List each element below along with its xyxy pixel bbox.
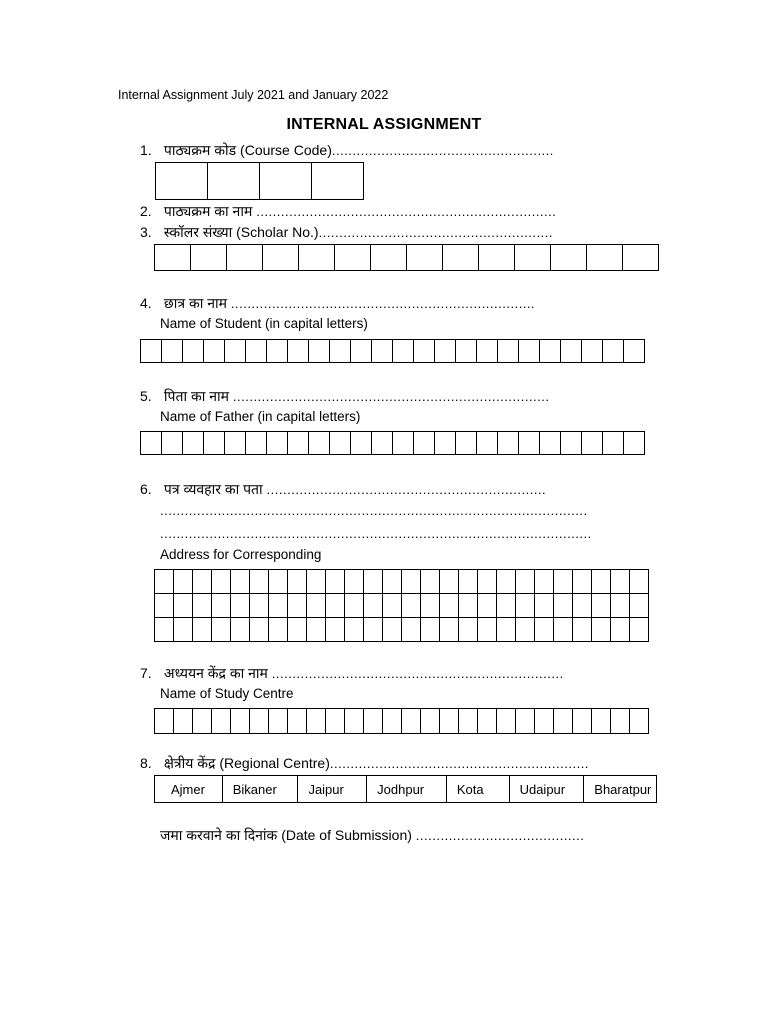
input-box[interactable] [350, 431, 372, 455]
input-box[interactable] [363, 569, 383, 594]
header-line: Internal Assignment July 2021 and January 2022 [118, 88, 389, 102]
input-box[interactable] [518, 339, 540, 363]
input-box[interactable] [610, 617, 630, 642]
input-box[interactable] [249, 569, 269, 594]
input-box[interactable] [154, 593, 174, 618]
input-box[interactable] [610, 708, 630, 734]
input-box[interactable] [392, 339, 414, 363]
dotted-line[interactable]: ......................................... [415, 828, 585, 843]
input-box[interactable] [434, 431, 456, 455]
regional-centre-option-jodhpur[interactable]: Jodhpur [366, 776, 446, 802]
input-box[interactable] [515, 593, 535, 618]
input-box[interactable] [140, 339, 162, 363]
input-box[interactable] [230, 569, 250, 594]
input-box[interactable] [262, 244, 299, 271]
study-centre-sublabel: Name of Study Centre [160, 686, 294, 701]
input-box[interactable] [266, 431, 288, 455]
item-address [140, 480, 546, 499]
input-box[interactable] [553, 569, 573, 594]
input-box[interactable] [496, 569, 516, 594]
father-name-boxes[interactable] [140, 431, 645, 455]
input-box[interactable] [311, 162, 364, 200]
input-box[interactable] [226, 244, 263, 271]
regional-centre-options [154, 775, 657, 803]
input-box[interactable] [259, 162, 312, 200]
father-name-sublabel: Name of Father (in capital letters) [160, 409, 361, 424]
item-study-centre [140, 664, 564, 683]
input-box[interactable] [306, 593, 326, 618]
input-box[interactable] [420, 617, 440, 642]
input-box[interactable] [268, 708, 288, 734]
dotted-line: ............................................................................. [232, 389, 550, 404]
dotted-line: ......................................................... [318, 225, 553, 240]
input-box[interactable] [371, 431, 393, 455]
input-box[interactable] [534, 593, 554, 618]
input-box[interactable] [249, 708, 269, 734]
submission-date [160, 826, 584, 845]
input-box[interactable] [413, 339, 435, 363]
input-box[interactable] [192, 593, 212, 618]
input-box[interactable] [173, 617, 193, 642]
input-box[interactable] [308, 431, 330, 455]
regional-centre-option-bharatpur[interactable]: Bharatpur [583, 776, 656, 802]
input-box[interactable] [518, 431, 540, 455]
input-box[interactable] [192, 708, 212, 734]
input-box[interactable] [350, 339, 372, 363]
input-box[interactable] [182, 431, 204, 455]
input-box[interactable] [155, 162, 208, 200]
student-name-boxes[interactable] [140, 339, 645, 363]
input-box[interactable] [207, 162, 260, 200]
input-box[interactable] [553, 593, 573, 618]
input-box[interactable] [539, 431, 561, 455]
input-box[interactable] [553, 617, 573, 642]
input-box[interactable] [268, 593, 288, 618]
item-course-name [140, 202, 556, 221]
input-box[interactable] [586, 244, 623, 271]
regional-centre-option-udaipur[interactable]: Udaipur [509, 776, 584, 802]
input-box[interactable] [161, 431, 183, 455]
input-box[interactable] [602, 431, 624, 455]
input-box[interactable] [458, 708, 478, 734]
input-box[interactable] [439, 593, 459, 618]
input-box[interactable] [329, 339, 351, 363]
input-box[interactable] [224, 431, 246, 455]
input-box[interactable] [629, 708, 649, 734]
dotted-line: ......................................................................... [256, 204, 557, 219]
regional-centre-option-kota[interactable]: Kota [446, 776, 509, 802]
input-box[interactable] [534, 708, 554, 734]
course-code-boxes[interactable] [155, 162, 364, 200]
item-course-code [140, 141, 554, 160]
input-box[interactable] [344, 569, 364, 594]
input-box[interactable] [382, 617, 402, 642]
input-box[interactable] [211, 593, 231, 618]
input-box[interactable] [245, 431, 267, 455]
input-box[interactable] [325, 569, 345, 594]
input-box[interactable] [173, 708, 193, 734]
input-box[interactable] [344, 617, 364, 642]
input-box[interactable] [572, 617, 592, 642]
input-box[interactable] [401, 593, 421, 618]
input-box[interactable] [203, 431, 225, 455]
input-box[interactable] [515, 617, 535, 642]
input-box[interactable] [602, 339, 624, 363]
input-box[interactable] [268, 569, 288, 594]
input-box[interactable] [203, 339, 225, 363]
input-box[interactable] [325, 593, 345, 618]
address-line-2[interactable]: ........................................................................................................ [160, 503, 588, 518]
input-box[interactable] [245, 339, 267, 363]
input-box[interactable] [370, 244, 407, 271]
input-box[interactable] [173, 569, 193, 594]
input-box[interactable] [455, 431, 477, 455]
input-box[interactable] [477, 617, 497, 642]
input-box[interactable] [420, 708, 440, 734]
input-box[interactable] [230, 593, 250, 618]
item-number: 7. [140, 665, 152, 681]
input-box[interactable] [287, 593, 307, 618]
input-box[interactable] [591, 569, 611, 594]
input-box[interactable] [401, 708, 421, 734]
input-box[interactable] [249, 617, 269, 642]
input-box[interactable] [173, 593, 193, 618]
input-box[interactable] [623, 431, 645, 455]
input-box[interactable] [190, 244, 227, 271]
input-box[interactable] [268, 617, 288, 642]
input-box[interactable] [439, 708, 459, 734]
input-box[interactable] [515, 708, 535, 734]
input-box[interactable] [266, 339, 288, 363]
input-box[interactable] [154, 569, 174, 594]
input-box[interactable] [572, 593, 592, 618]
input-box[interactable] [192, 617, 212, 642]
input-box[interactable] [287, 569, 307, 594]
input-box[interactable] [287, 617, 307, 642]
item-number: 5. [140, 388, 152, 404]
item-number: 8. [140, 755, 152, 771]
input-box[interactable] [420, 569, 440, 594]
address-sublabel: Address for Corresponding [160, 547, 322, 562]
dotted-line: ............................................................... [329, 756, 589, 771]
input-box[interactable] [154, 244, 191, 271]
input-box[interactable] [497, 431, 519, 455]
address-box-row [154, 569, 649, 594]
input-box[interactable] [287, 708, 307, 734]
input-box[interactable] [401, 569, 421, 594]
scholar-no-label: स्कॉलर संख्या (Scholar No.) [163, 224, 319, 240]
input-box[interactable] [476, 431, 498, 455]
input-box[interactable] [560, 339, 582, 363]
input-box[interactable] [363, 708, 383, 734]
input-box[interactable] [581, 339, 603, 363]
input-box[interactable] [363, 617, 383, 642]
input-box[interactable] [572, 708, 592, 734]
input-box[interactable] [306, 617, 326, 642]
input-box[interactable] [211, 569, 231, 594]
study-centre-label: अध्ययन केंद्र का नाम [163, 665, 272, 681]
input-box[interactable] [308, 339, 330, 363]
input-box[interactable] [298, 244, 335, 271]
input-box[interactable] [553, 708, 573, 734]
input-box[interactable] [581, 431, 603, 455]
input-box[interactable] [591, 617, 611, 642]
input-box[interactable] [539, 339, 561, 363]
input-box[interactable] [325, 617, 345, 642]
input-box[interactable] [458, 569, 478, 594]
input-box[interactable] [476, 339, 498, 363]
study-centre-boxes[interactable] [154, 708, 649, 734]
input-box[interactable] [477, 708, 497, 734]
input-box[interactable] [442, 244, 479, 271]
item-scholar-no [140, 223, 553, 242]
item-regional-centre [140, 754, 589, 773]
input-box[interactable] [534, 617, 554, 642]
item-number: 2. [140, 203, 152, 219]
input-box[interactable] [154, 617, 174, 642]
input-box[interactable] [325, 708, 345, 734]
regional-centre-option-jaipur[interactable]: Jaipur [297, 776, 366, 802]
input-box[interactable] [515, 569, 535, 594]
scholar-no-boxes[interactable] [154, 244, 659, 271]
input-box[interactable] [622, 244, 659, 271]
input-box[interactable] [496, 593, 516, 618]
input-box[interactable] [382, 708, 402, 734]
student-name-sublabel: Name of Student (in capital letters) [160, 316, 368, 331]
input-box[interactable] [371, 339, 393, 363]
input-box[interactable] [458, 617, 478, 642]
input-box[interactable] [224, 339, 246, 363]
input-box[interactable] [306, 708, 326, 734]
input-box[interactable] [439, 617, 459, 642]
input-box[interactable] [478, 244, 515, 271]
regional-centre-option-bikaner[interactable]: Bikaner [222, 776, 298, 802]
item-number: 6. [140, 481, 152, 497]
course-code-label: पाठ्यक्रम कोड (Course Code) [163, 142, 332, 158]
input-box[interactable] [497, 339, 519, 363]
input-box[interactable] [406, 244, 443, 271]
input-box[interactable] [560, 431, 582, 455]
input-box[interactable] [287, 339, 309, 363]
input-box[interactable] [230, 708, 250, 734]
address-box-row [154, 617, 649, 642]
input-box[interactable] [550, 244, 587, 271]
input-box[interactable] [211, 708, 231, 734]
input-box[interactable] [591, 593, 611, 618]
course-name-label: पाठ्यक्रम का नाम [163, 203, 257, 219]
input-box[interactable] [572, 569, 592, 594]
page-title: INTERNAL ASSIGNMENT [286, 116, 482, 133]
input-box[interactable] [413, 431, 435, 455]
input-box[interactable] [477, 569, 497, 594]
item-number: 4. [140, 295, 152, 311]
input-box[interactable] [230, 617, 250, 642]
input-box[interactable] [211, 617, 231, 642]
input-box[interactable] [161, 339, 183, 363]
input-box[interactable] [392, 431, 414, 455]
regional-centre-option-ajmer[interactable]: Ajmer [171, 781, 205, 797]
input-box[interactable] [363, 593, 383, 618]
input-box[interactable] [434, 339, 456, 363]
item-father-name [140, 387, 550, 406]
input-box[interactable] [382, 569, 402, 594]
item-number: 3. [140, 224, 152, 240]
input-box[interactable] [623, 339, 645, 363]
input-box[interactable] [610, 569, 630, 594]
input-box[interactable] [249, 593, 269, 618]
input-box[interactable] [329, 431, 351, 455]
address-label: पत्र व्यवहार का पता [163, 481, 267, 497]
input-box[interactable] [458, 593, 478, 618]
input-box[interactable] [439, 569, 459, 594]
input-box[interactable] [420, 593, 440, 618]
input-box[interactable] [140, 431, 162, 455]
input-box[interactable] [455, 339, 477, 363]
input-box[interactable] [344, 593, 364, 618]
input-box[interactable] [344, 708, 364, 734]
input-box[interactable] [629, 593, 649, 618]
dotted-line: .................................................................... [266, 482, 547, 497]
item-number: 1. [140, 142, 152, 158]
dotted-line: ....................................................................... [271, 666, 564, 681]
input-box[interactable] [591, 708, 611, 734]
item-student-name [140, 294, 535, 313]
input-box[interactable] [534, 569, 554, 594]
input-box[interactable] [496, 708, 516, 734]
input-box[interactable] [182, 339, 204, 363]
input-box[interactable] [401, 617, 421, 642]
dotted-line: .......................................................................... [230, 296, 536, 311]
submission-label: जमा करवाने का दिनांक (Date of Submission) [160, 827, 416, 843]
input-box[interactable] [629, 617, 649, 642]
address-boxes[interactable] [154, 569, 649, 642]
father-name-label: पिता का नाम [163, 388, 233, 404]
input-box[interactable] [334, 244, 371, 271]
input-box[interactable] [629, 569, 649, 594]
dotted-line: ...................................................... [331, 143, 554, 158]
input-box[interactable] [610, 593, 630, 618]
input-box[interactable] [477, 593, 497, 618]
input-box[interactable] [514, 244, 551, 271]
input-box[interactable] [287, 431, 309, 455]
address-line-3[interactable]: ......................................................................................................... [160, 526, 592, 541]
input-box[interactable] [192, 569, 212, 594]
student-name-label: छात्र का नाम [163, 295, 231, 311]
input-box[interactable] [154, 708, 174, 734]
address-box-row [154, 593, 649, 618]
input-box[interactable] [496, 617, 516, 642]
regional-centre-label: क्षेत्रीय केंद्र (Regional Centre) [163, 755, 330, 771]
input-box[interactable] [306, 569, 326, 594]
input-box[interactable] [382, 593, 402, 618]
